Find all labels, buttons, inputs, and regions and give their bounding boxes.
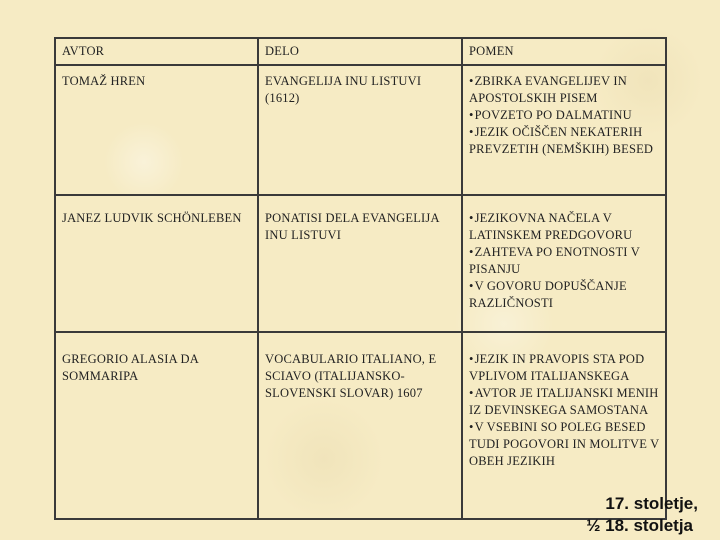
bullet-icon: • <box>469 125 474 139</box>
author-cell: GREGORIO ALASIA DA SOMMARIPA <box>55 332 258 519</box>
period-caption-line-1: 17. stoletje, <box>605 494 698 513</box>
significance-text: POVZETO PO DALMATINU <box>474 108 632 122</box>
significance-text: AVTOR JE ITALIJANSKI MENIH IZ DEVINSKEGA SAMOSTANA <box>469 386 659 417</box>
literature-table-container <box>54 37 665 520</box>
bullet-icon: • <box>469 74 474 88</box>
significance-text: JEZIK OČIŠČEN NEKATERIH PREVZETIH (NEMŠKIH) BESED <box>469 125 654 156</box>
significance-item <box>469 107 660 124</box>
bullet-icon: • <box>469 279 474 293</box>
significance-item <box>469 210 660 244</box>
significance-text: JEZIKOVNA NAČELA V LATINSKEM PREDGOVORU <box>469 211 633 242</box>
table-row <box>55 195 666 332</box>
significance-text: V VSEBINI SO POLEG BESED TUDI POGOVORI IN MOLITVE V OBEH JEZIKIH <box>469 420 660 468</box>
table-header-row <box>55 38 666 65</box>
significance-item <box>469 278 660 312</box>
significance-cell <box>462 195 666 332</box>
significance-cell <box>462 65 666 195</box>
author-cell: JANEZ LUDVIK SCHÖNLEBEN <box>55 195 258 332</box>
bullet-icon: • <box>469 108 474 122</box>
significance-list <box>469 210 660 312</box>
bullet-icon: • <box>469 352 474 366</box>
significance-item <box>469 124 660 158</box>
significance-text: ZBIRKA EVANGELIJEV IN APOSTOLSKIH PISEM <box>469 74 627 105</box>
work-cell: PONATISI DELA EVANGELIJA INU LISTUVI <box>258 195 462 332</box>
literature-table <box>54 37 667 520</box>
table-row <box>55 332 666 519</box>
work-cell: VOCABULARIO ITALIANO, E SCIAVO (ITALIJANSKO-SLOVENSKI SLOVAR) 1607 <box>258 332 462 519</box>
significance-item <box>469 244 660 278</box>
bullet-icon: • <box>469 420 474 434</box>
significance-text: JEZIK IN PRAVOPIS STA POD VPLIVOM ITALIJANSKEGA <box>469 352 645 383</box>
header-significance: POMEN <box>462 38 666 65</box>
significance-list <box>469 351 660 470</box>
significance-item <box>469 351 660 385</box>
header-author: AVTOR <box>55 38 258 65</box>
period-caption <box>586 493 698 537</box>
bullet-icon: • <box>469 245 474 259</box>
period-caption-line-2: ½ 18. stoletja <box>586 516 693 535</box>
significance-cell <box>462 332 666 519</box>
significance-list <box>469 73 660 158</box>
work-cell: EVANGELIJA INU LISTUVI (1612) <box>258 65 462 195</box>
significance-item <box>469 419 660 470</box>
bullet-icon: • <box>469 386 474 400</box>
significance-text: ZAHTEVA PO ENOTNOSTI V PISANJU <box>469 245 640 276</box>
table-row <box>55 65 666 195</box>
bullet-icon: • <box>469 211 474 225</box>
significance-item <box>469 73 660 107</box>
significance-item <box>469 385 660 419</box>
header-work: DELO <box>258 38 462 65</box>
significance-text: V GOVORU DOPUŠČANJE RAZLIČNOSTI <box>469 279 627 310</box>
author-cell: TOMAŽ HREN <box>55 65 258 195</box>
